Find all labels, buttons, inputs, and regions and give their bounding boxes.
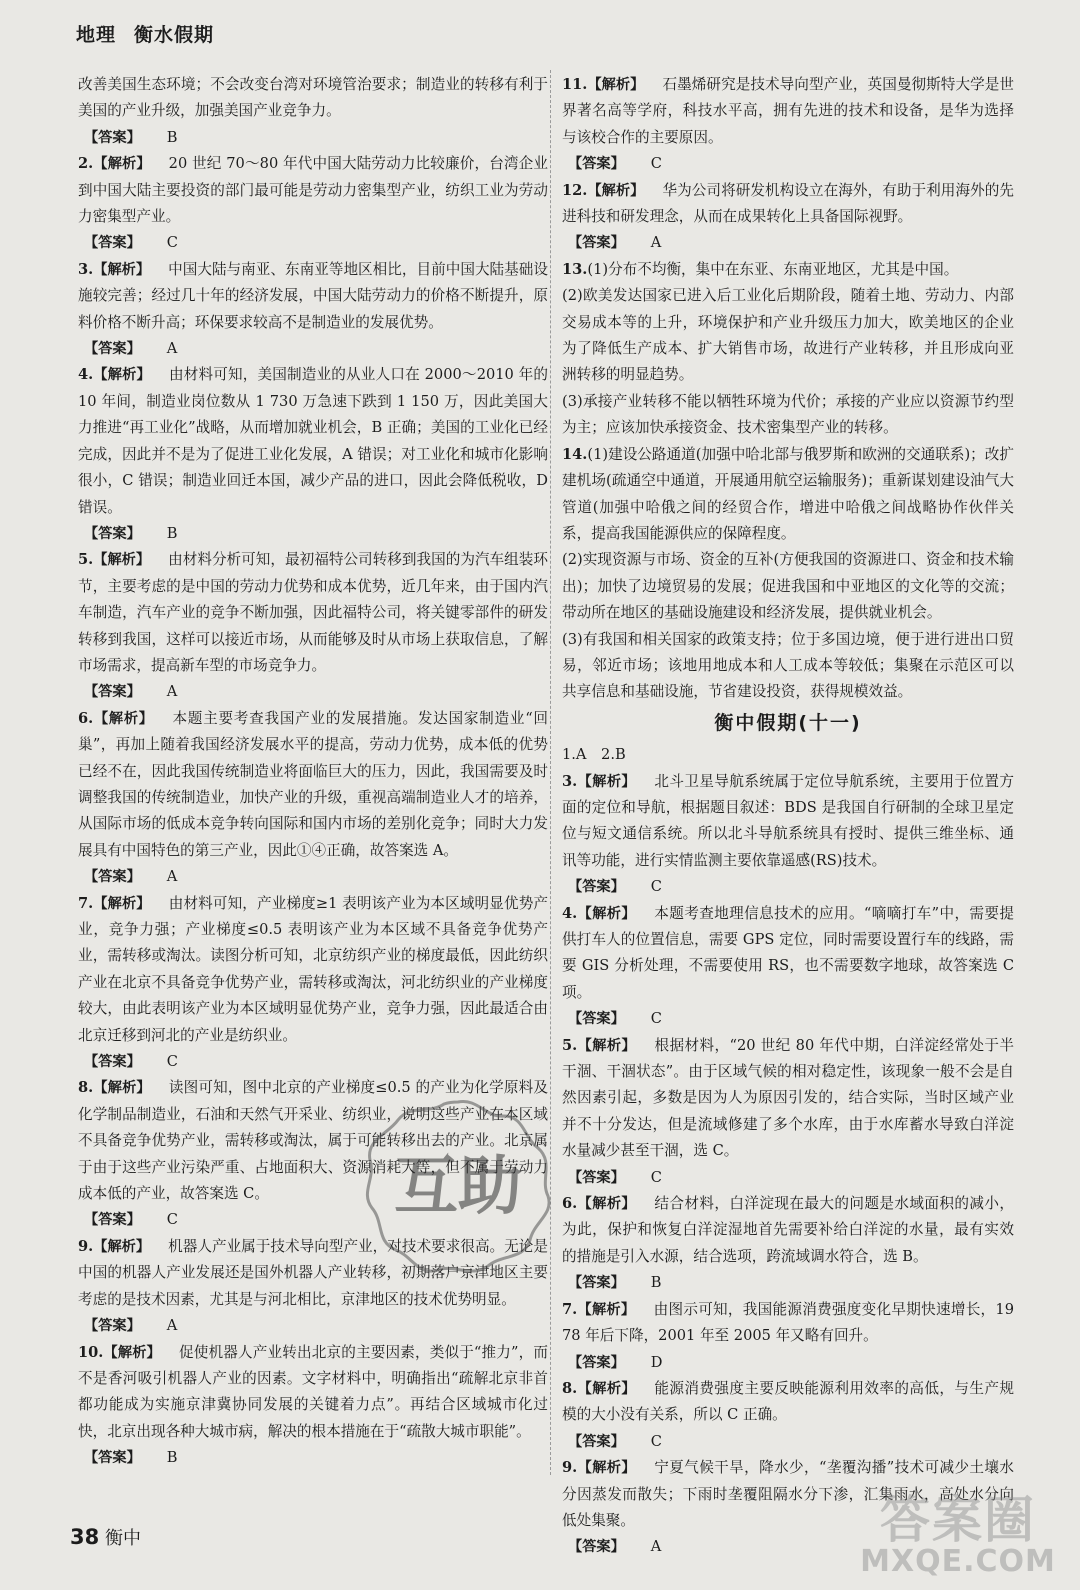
question-number: 11. bbox=[562, 76, 588, 93]
analysis-text: 由图示可知，我国能源消费强度变化早期快速增长，1978 年后下降，2001 年至 2005 年又略有回升。 bbox=[562, 1300, 1014, 1345]
answer-tag: 【答案】 bbox=[568, 879, 625, 896]
answer-line bbox=[78, 1049, 548, 1075]
question-number: 7. bbox=[78, 894, 94, 912]
analysis-tag: 【解析】 bbox=[103, 1344, 161, 1361]
question-number: 4. bbox=[562, 904, 578, 922]
question-analysis bbox=[562, 72, 1014, 151]
answer-value: C bbox=[166, 1211, 178, 1229]
section-title: 衡中假期(十一) bbox=[714, 711, 862, 734]
answer-tag: 【答案】 bbox=[568, 1011, 625, 1028]
question-number: 10. bbox=[78, 1343, 104, 1361]
question-number: 8. bbox=[78, 1079, 94, 1097]
answer-value: C bbox=[650, 155, 662, 173]
analysis-tag: 【解析】 bbox=[93, 1080, 151, 1097]
answer-tag: 【答案】 bbox=[84, 341, 141, 358]
question-number: 9. bbox=[78, 1237, 94, 1255]
answer-line bbox=[78, 679, 548, 705]
paragraph bbox=[562, 627, 1014, 706]
answer-value: A bbox=[650, 234, 662, 252]
question-analysis bbox=[562, 442, 1014, 548]
answer-line bbox=[562, 230, 1014, 256]
question-number: 7. bbox=[562, 1300, 578, 1318]
question-analysis bbox=[562, 1297, 1014, 1350]
answer-line bbox=[562, 1350, 1014, 1376]
question-analysis bbox=[562, 901, 1014, 1007]
question-number: 8. bbox=[562, 1379, 578, 1397]
answer-line bbox=[562, 1006, 1014, 1032]
answer-value: B bbox=[166, 1449, 178, 1467]
question-analysis bbox=[78, 891, 548, 1049]
answer-line bbox=[562, 1270, 1014, 1296]
page-number: 38 bbox=[70, 1525, 100, 1549]
paragraph-text: (3)承接产业转移不能以牺牲环境为代价；承接的产业应以资源节约型为主；应该加快承接资金、技术密集型产业的转移。 bbox=[562, 392, 1014, 437]
answer-value: B bbox=[166, 128, 178, 146]
watermark-text: 答案圈 bbox=[880, 1491, 1036, 1549]
analysis-text: 20 世纪 70～80 年代中国大陆劳动力比较廉价，台湾企业到中国大陆主要投资的部门最可能是劳动力密集型产业，纺织工业为劳动力密集型产业。 bbox=[78, 155, 548, 226]
answer-line bbox=[562, 874, 1014, 900]
answer-line bbox=[78, 1313, 548, 1339]
analysis-text: 中国大陆与南亚、东南亚等地区相比，目前中国大陆基础设施较完善；经过几十年的经济发展，中国大陆劳动力的价格不断提升，原料价格不断升高；环保要求较高不是制造业的发展优势。 bbox=[78, 260, 548, 331]
analysis-text: 宁夏气候干旱，降水少，“垄覆沟播”技术可减少土壤水分因蒸发而散失；下雨时垄覆阻隔水分下渗，汇集雨水，高处水分向低处集聚。 bbox=[562, 1459, 1014, 1529]
analysis-text: 本题考查地理信息技术的应用。“嘀嘀打车”中，需要提供打车人的位置信息，需要 GPS 定位，同时需要设置行车的线路，需要 GIS 分析处理，不需要使用 RS，也不需要数字地球，故答案选 C 项。 bbox=[562, 904, 1014, 1001]
question-number: 4. bbox=[78, 366, 94, 384]
answer-line bbox=[78, 336, 548, 362]
answer-tag: 【答案】 bbox=[84, 1212, 141, 1229]
answer-tag: 【答案】 bbox=[568, 1433, 625, 1450]
stamp-text: 互助 bbox=[394, 1150, 522, 1224]
analysis-text: 机器人产业属于技术导向型产业，对技术要求很高。无论是中国的机器人产业发展还是国外机器人产业转移，初期落户京津地区主要考虑的是技术因素，尤其是与河北相比，京津地区的技术优势明显。 bbox=[78, 1237, 548, 1308]
analysis-text: (1)建设公路通道(加强中哈北部与俄罗斯和欧洲的交通联系)；改扩建机场(疏通空中通道，开展通用航空运输服务)；重新谋划建设油气大管道(加强中哈俄之间的经贸合作，增进中哈俄之间战略协作伙伴关系，提高我国能源供应的保障程度。 bbox=[562, 445, 1014, 542]
analysis-text: 北斗卫星导航系统属于定位导航系统，主要用于位置方面的定位和导航，根据题目叙述：BDS 是我国自行研制的全球卫星定位与短文通信系统。所以北斗导航系统具有授时、提供三维坐标、通讯等功能，进行实情监测主要依靠遥感(RS)技术。 bbox=[562, 772, 1014, 869]
paragraph bbox=[562, 283, 1014, 389]
question-analysis bbox=[78, 151, 548, 230]
analysis-text: 根据材料，“20 世纪 80 年代中期，白洋淀经常处于半干涸、干涸状态”。由于区域气候的相对稳定性，该现象一般不会是自然因素引起，多数是因为人为原因引发的，结合实际，当时区域产业并不十分发达，但是流域修建了多个水库，由于水库蓄水导致白洋淀水量减少甚至干涸，选 C。 bbox=[562, 1036, 1014, 1160]
analysis-tag: 【解析】 bbox=[577, 1380, 637, 1397]
analysis-text: 能源消费强度主要反映能源利用效率的高低，与生产规模的大小没有关系，所以 C 正确。 bbox=[562, 1379, 1014, 1424]
watermark-url: MXQE.COM bbox=[860, 1544, 1056, 1579]
analysis-tag: 【解析】 bbox=[587, 182, 645, 199]
paragraph-text: (2)实现资源与市场、资金的互补(方便我国的资源进口、资金和技术输出)；加快了边境贸易的发展；促进我国和中亚地区的文化等的交流；带动所在地区的基础设施建设和经济发展，提供就业机会。 bbox=[562, 551, 1014, 622]
analysis-tag: 【解析】 bbox=[93, 156, 151, 173]
answer-tag: 【答案】 bbox=[84, 684, 141, 701]
analysis-text: 促使机器人产业转出北京的主要因素，类似于“推力”，而不是香河吸引机器人产业的因素。文字材料中，明确指出“疏解北京非首都功能成为实施京津冀协同发展的关键着力点”。再结合区域城市化过快，北京出现各种大城市病，解决的根本措施在于“疏散大城市职能”。 bbox=[78, 1343, 548, 1440]
paragraph bbox=[78, 72, 548, 125]
paragraph-text: 1.A 2.B bbox=[562, 746, 626, 764]
analysis-tag: 【解析】 bbox=[93, 261, 151, 278]
analysis-text: 由材料可知，产业梯度≥1 表明该产业为本区域明显优势产业，竞争力强；产业梯度≤0.5 表明该产业为本区域不具备竞争优势产业，需转移或淘汰。读图分析可知，北京纺织产业的梯度最低，因此纺织产业在北京不具备竞争优势产业，需转移或淘汰，河北纺织业的产业梯度较大，由此表明该产业为本区域明显优势产业，竞争力强，因此最适合由北京迁移到河北的产业是纺织业。 bbox=[78, 894, 548, 1044]
answer-tag: 【答案】 bbox=[568, 1275, 625, 1292]
analysis-text: 由材料分析可知，最初福特公司转移到我国的为汽车组装环节，主要考虑的是中国的劳动力优势和成本优势，近几年来，由于国内汽车制造，汽车产业的竞争不断加强，因此福特公司，将关键零部件的研发转移到我国，这样可以接近市场，从而能够及时从市场上获取信息，了解市场需求，提高新车型的市场竞争力。 bbox=[78, 551, 548, 674]
analysis-text: 本题主要考查我国产业的发展措施。发达国家制造业“回巢”，再加上随着我国经济发展水平的提高，劳动力优势，成本低的优势已经不在，因此我国传统制造业将面临巨大的压力，因此，我国需要及时调整我国的传统制造业，加快产业的升级，重视高端制造业人才的培养，从国际市场的低成本竞争转向国际和国内市场的差别化竞争；同时大力发展具有中国特色的第三产业，因此①④正确，故答案选 A。 bbox=[78, 709, 548, 859]
paragraph-text: (2)欧美发达国家已进入后工业化后期阶段，随着土地、劳动力、内部交易成本等的上升，环境保护和产业升级压力加大，欧美地区的企业为了降低生产成本、扩大销售市场，故进行产业转移，并且形成向亚洲转移的明显趋势。 bbox=[562, 287, 1014, 384]
analysis-tag: 【解析】 bbox=[93, 552, 151, 569]
answer-value: A bbox=[166, 868, 178, 886]
right-top-answers bbox=[562, 72, 1014, 706]
question-number: 2. bbox=[78, 155, 94, 173]
answer-value: C bbox=[166, 234, 178, 252]
series-label: 衡水假期 bbox=[134, 24, 215, 46]
answer-value: C bbox=[650, 1010, 662, 1028]
answer-summary bbox=[562, 742, 1014, 768]
question-number: 5. bbox=[562, 1036, 578, 1054]
paragraph bbox=[562, 547, 1014, 626]
answer-line bbox=[78, 864, 548, 890]
answer-tag: 【答案】 bbox=[568, 1354, 625, 1371]
question-number: 13. bbox=[562, 260, 588, 278]
question-number: 6. bbox=[78, 709, 94, 727]
question-analysis bbox=[562, 257, 1014, 283]
question-analysis bbox=[78, 362, 548, 520]
answer-value: A bbox=[166, 1317, 178, 1335]
question-analysis bbox=[562, 1376, 1014, 1429]
question-analysis bbox=[78, 706, 548, 864]
paragraph bbox=[562, 389, 1014, 442]
right-column bbox=[562, 72, 1014, 1561]
watermark-logo bbox=[848, 1480, 1068, 1586]
analysis-text: 结合材料，白洋淀现在最大的问题是水域面积的减小，为此，保护和恢复白洋淀湿地首先需要补给白洋淀的水量，最有实效的措施是引入水源，结合选项，跨流域调水符合，选 B。 bbox=[562, 1195, 1014, 1265]
answer-value: C bbox=[650, 878, 662, 896]
analysis-text: 石墨烯研究是技术导向型产业，英国曼彻斯特大学是世界著名高等学府，科技水平高，拥有先进的技术和设备，是华为选择与该校合作的主要原因。 bbox=[562, 76, 1014, 146]
analysis-text: 华为公司将研发机构设立在海外，有助于利用海外的先进科技和研发理念，从而在成果转化上具备国际视野。 bbox=[562, 181, 1014, 226]
question-number: 9. bbox=[562, 1459, 578, 1477]
analysis-tag: 【解析】 bbox=[577, 773, 637, 790]
analysis-tag: 【解析】 bbox=[587, 77, 645, 93]
page-footer bbox=[70, 1524, 141, 1550]
question-analysis bbox=[562, 178, 1014, 231]
stamp-seal bbox=[358, 1090, 558, 1280]
analysis-text: 读图可知，图中北京的产业梯度≤0.5 的产业为化学原料及化学制品制造业，石油和天然气开采业、纺织业，说明这些产业在本区域不具备竞争优势产业，需转移或淘汰，属于可能转移出去的产业。北京属于由于这些产业污染严重、占地面积大、资源消耗大等，但不属于劳动力成本低的产业，故答案选 C。 bbox=[78, 1079, 548, 1203]
paragraph-text: 改善美国生态环境；不会改变台湾对环境管治要求；制造业的转移有利于美国的产业升级，加强美国产业竞争力。 bbox=[78, 76, 548, 120]
page-header bbox=[76, 20, 214, 47]
answer-line bbox=[562, 1165, 1014, 1191]
answer-value: A bbox=[650, 1538, 662, 1556]
question-analysis bbox=[78, 257, 548, 336]
answer-line bbox=[78, 521, 548, 547]
answer-value: C bbox=[166, 1053, 178, 1071]
answer-value: B bbox=[166, 524, 178, 542]
answer-value: C bbox=[650, 1432, 662, 1450]
answer-tag: 【答案】 bbox=[568, 235, 625, 252]
question-analysis bbox=[78, 1340, 548, 1446]
answer-tag: 【答案】 bbox=[568, 1539, 625, 1556]
analysis-tag: 【解析】 bbox=[93, 710, 154, 727]
answer-value: A bbox=[166, 340, 178, 358]
analysis-tag: 【解析】 bbox=[577, 1196, 637, 1213]
answer-tag: 【答案】 bbox=[84, 1318, 141, 1335]
answer-tag: 【答案】 bbox=[84, 1054, 141, 1071]
question-analysis bbox=[78, 547, 548, 679]
footer-label: 衡中 bbox=[104, 1528, 141, 1549]
analysis-tag: 【解析】 bbox=[93, 1238, 151, 1255]
answer-tag: 【答案】 bbox=[84, 525, 141, 542]
answer-value: B bbox=[650, 1274, 662, 1292]
analysis-tag: 【解析】 bbox=[577, 1301, 636, 1318]
analysis-tag: 【解析】 bbox=[577, 1037, 637, 1054]
question-analysis bbox=[562, 769, 1014, 875]
answer-tag: 【答案】 bbox=[84, 129, 141, 146]
analysis-tag: 【解析】 bbox=[93, 895, 151, 912]
analysis-tag: 【解析】 bbox=[577, 1460, 636, 1477]
question-number: 3. bbox=[562, 772, 578, 790]
question-number: 14. bbox=[562, 445, 588, 463]
answer-tag: 【答案】 bbox=[84, 869, 141, 886]
answer-line bbox=[78, 230, 548, 256]
answer-value: D bbox=[650, 1353, 663, 1371]
question-number: 6. bbox=[562, 1195, 578, 1213]
answer-line bbox=[78, 125, 548, 151]
answer-tag: 【答案】 bbox=[568, 1169, 625, 1186]
answer-value: A bbox=[166, 683, 178, 701]
answer-line bbox=[562, 1429, 1014, 1455]
analysis-tag: 【解析】 bbox=[577, 905, 636, 922]
question-analysis bbox=[562, 1033, 1014, 1165]
paragraph-text: (3)有我国和相关国家的政策支持；位于多国边境，便于进行进出口贸易，邻近市场；该地用地成本和人工成本等较低；集聚在示范区可以共享信息和基础设施，节省建设投资，获得规模效益。 bbox=[562, 630, 1014, 701]
subject-label: 地理 bbox=[76, 24, 117, 46]
answer-line bbox=[562, 151, 1014, 177]
analysis-text: 由材料可知，美国制造业的从业人口在 2000～2010 年的 10 年间，制造业岗位数从 1 730 万急速下跌到 1 150 万，因此美国大力推进“再工业化”战略，从而增加就业机会，B 正确；美国的工业化已经完成，因此并不是为了促进工业化发展，A 错误；对工业化和城市化影响很小，C 错误；制造业回迁本国，减少产品的进口，因此会降低税收，D 错误。 bbox=[78, 366, 548, 516]
answer-line bbox=[78, 1445, 548, 1471]
analysis-tag: 【解析】 bbox=[93, 367, 151, 384]
analysis-text: (1)分布不均衡，集中在东亚、东南亚地区，尤其是中国。 bbox=[587, 260, 959, 278]
question-number: 5. bbox=[78, 551, 94, 569]
answer-tag: 【答案】 bbox=[84, 235, 141, 252]
question-analysis bbox=[562, 1191, 1014, 1270]
question-number: 3. bbox=[78, 260, 94, 278]
right-bottom-answers bbox=[562, 742, 1014, 1561]
answer-value: C bbox=[650, 1168, 662, 1186]
question-number: 12. bbox=[562, 181, 588, 199]
answer-tag: 【答案】 bbox=[84, 1450, 141, 1467]
answer-tag: 【答案】 bbox=[568, 156, 625, 173]
